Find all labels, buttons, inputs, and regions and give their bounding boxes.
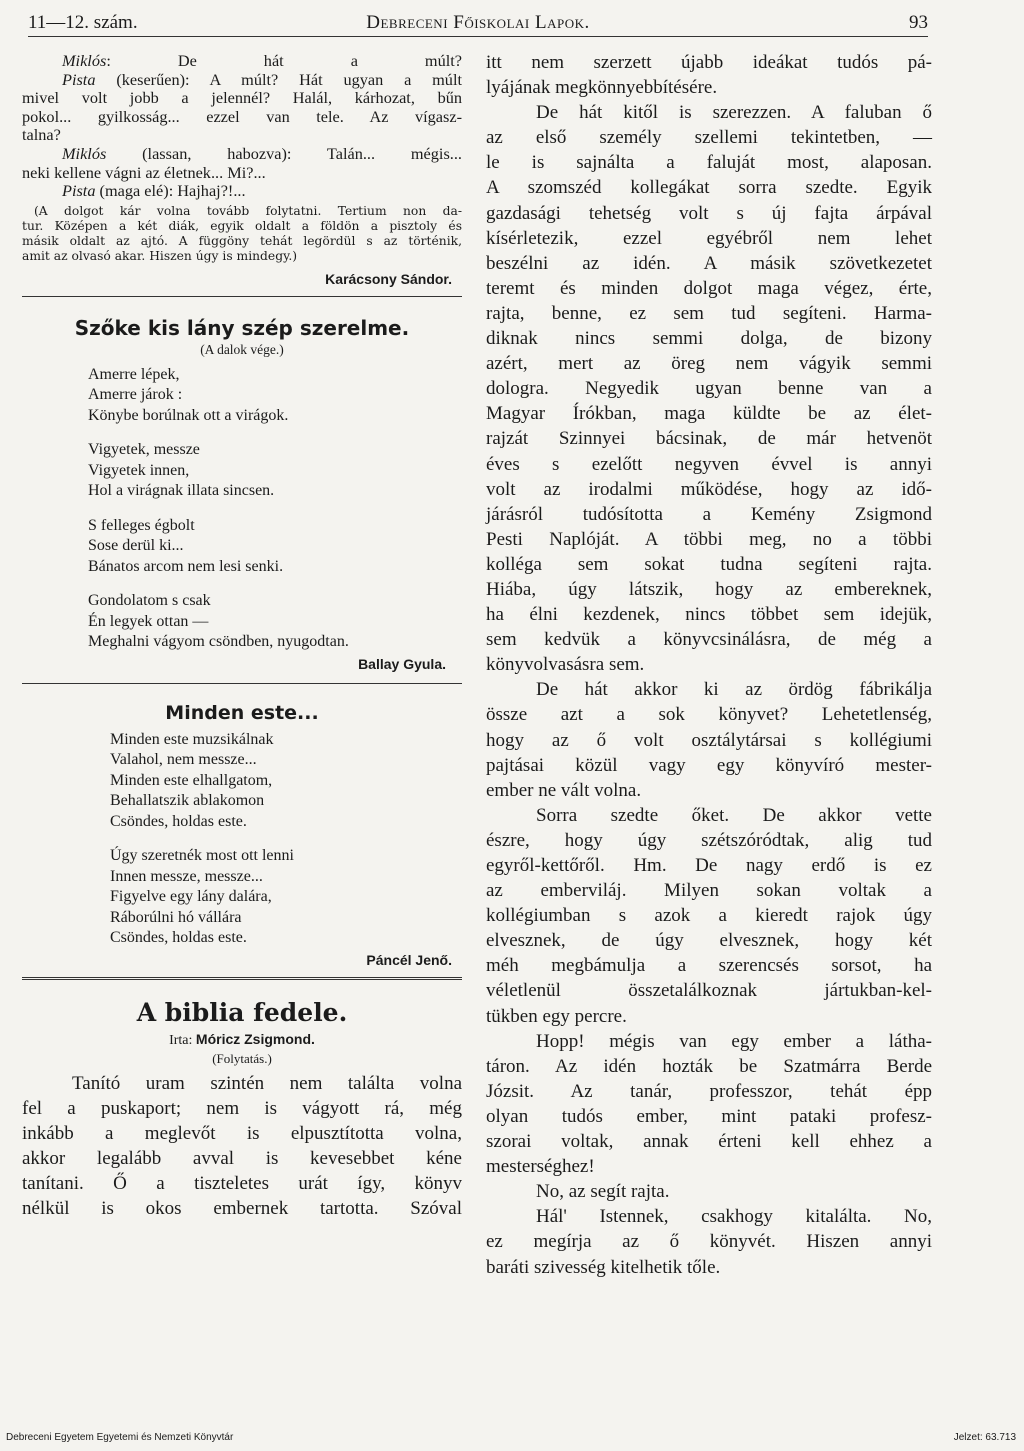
body-line: A szomszéd kollegákat sorra szedte. Egyik — [486, 177, 932, 199]
body-line: éves s ezelőtt negyven évvel is annyi — [486, 453, 932, 475]
body-line: diknak nincs semmi dolga, de bizony — [486, 328, 932, 350]
verse-line: Minden este muzsikálnak — [110, 730, 274, 748]
article-byline — [22, 1030, 462, 1050]
stanza — [88, 516, 462, 578]
dialogue-text: (keserűen): A múlt? Hát ugyan a múlt — [95, 69, 462, 89]
body-line: sem kedvük a könyvcsinálásra, de még a — [486, 629, 932, 651]
body-line: beszélni az idén. A másik szövetkezetet — [486, 252, 932, 274]
section-divider — [22, 296, 462, 297]
verse-line: Úgy szeretnék most ott lenni — [110, 847, 294, 865]
body-line: Magyar Írókban, maga küldte be az élet- — [486, 403, 932, 425]
verse-line: Minden este elhallgatom, — [110, 771, 273, 789]
body-line: szorai voltak, annak érteni kell ehhez a — [486, 1131, 932, 1153]
body-line: hogy az ő volt osztálytársai s kollégiumi — [486, 729, 932, 751]
body-line: De hát kitől is szerezzen. A faluban ő — [536, 102, 932, 124]
section-divider — [22, 683, 462, 684]
body-line: össze azt a sok könyvet? Lehetetlenség, — [486, 704, 932, 726]
body-line: véletlenül összetalálkoznak jártukban-kel- — [486, 980, 932, 1002]
dialogue-text: (lassan, habozva): Talán... mégis... — [106, 143, 462, 163]
article-line: fel a puskaport; nem is vágyott rá, még — [22, 1097, 462, 1119]
dialogue-line — [22, 71, 462, 90]
poem2-title: Minden este... — [165, 701, 319, 724]
page-header — [28, 8, 928, 37]
dialogue-line — [22, 52, 462, 71]
dialogue-text: (maga elé): Hajhaj?!... — [95, 181, 246, 201]
body-line: Sorra szedte őket. De akkor vette — [536, 804, 932, 826]
verse-line: Könybe borúlnak ott a virágok. — [88, 406, 289, 424]
article-line: inkább a meglevőt is elpusztította volna, — [22, 1122, 462, 1144]
body-line: az első személy szellemi tekintetben, — — [486, 127, 932, 149]
body-line: gazdasági tehetség volt s új fajta árpával — [486, 202, 932, 224]
shelfmark: Jelzet: 63.713 — [953, 1432, 1016, 1443]
signature-pancel: Páncél Jenő. — [366, 951, 452, 968]
body-line: Pesti Naplóját. A többi meg, no a többi — [486, 528, 932, 550]
stage-line: másik oldalt az ajtó. A függöny tehát legördül s az történik, — [22, 234, 462, 249]
verse-line: Vigyetek, messze — [88, 441, 200, 459]
body-line: olyan tudós ember, mint pataki profesz- — [486, 1105, 932, 1127]
body-line: azért, mert az öreg nem vágyik semmi — [486, 353, 932, 375]
author-name: Móricz Zsigmond. — [195, 1030, 315, 1047]
body-line: kolléga sem sokat tudna segíteni rajta. — [486, 553, 932, 575]
body-line: ember ne vált volna. — [486, 779, 642, 801]
verse-line: Hol a virágnak illata sincsen. — [88, 482, 275, 500]
byline-label: Irta: — [169, 1032, 193, 1048]
right-column — [486, 50, 932, 1280]
body-line: kollégiumban s azok a kieredt rajok úgy — [486, 905, 932, 927]
stanza — [110, 846, 462, 949]
body-line: egyről-kettőről. Hm. De nagy erdő is ez — [486, 855, 932, 876]
dialogue-block — [22, 52, 462, 201]
body-line: mesterséghez! — [486, 1156, 595, 1178]
body-line: Hiába, úgy látszik, hogy az embereknek, — [486, 578, 932, 600]
stanza — [110, 730, 462, 833]
verse-line: Innen messze, messze... — [110, 867, 263, 885]
article-line: akkor legalább avval is kevesebbet kéne — [22, 1147, 462, 1169]
body-line: pajtásai közül vagy egy könyvíró mester- — [486, 754, 932, 776]
left-column — [22, 52, 462, 1221]
verse-line: Amerre lépek, — [88, 365, 180, 383]
poem1-title: Szőke kis lány szép szerelme. — [74, 315, 410, 340]
page-number: 93 — [909, 12, 928, 33]
speaker-name: Miklós — [62, 51, 107, 70]
verse-line: Vigyetek innen, — [88, 461, 190, 479]
speaker-name: Pista — [62, 69, 96, 89]
verse-line: Sose derül ki... — [88, 537, 184, 555]
verse-line: Én legyek ottan — — [88, 612, 209, 630]
stanza — [88, 365, 462, 427]
poem1-subtitle: (A dalok vége.) — [200, 341, 284, 357]
article-body — [22, 1071, 462, 1222]
verse-line: Ráborúlni hó vállára — [110, 908, 242, 926]
verse-line: Amerre járok : — [88, 386, 183, 404]
body-line: tükben egy percre. — [486, 1005, 627, 1027]
body-line: rajta, benne, ez sem tud segíteni. Harma- — [486, 302, 932, 324]
dialogue-line: mivel volt jobb a jelennél? Halál, kárhozat, bűn — [22, 88, 462, 108]
verse-line: S felleges égbolt — [88, 516, 195, 534]
body-line: ez megírja az ő könyvét. Hiszen annyi — [486, 1231, 932, 1253]
article-title: A biblia fedele. — [136, 997, 348, 1027]
dialogue-line — [22, 145, 462, 164]
dialogue-line — [22, 182, 462, 201]
stage-line: tur. Középen a két diák, egyik oldalt a földön a pisztoly és — [22, 218, 462, 233]
section-divider — [22, 977, 462, 980]
verse-line: Meghalni vágyom csöndben, nyugodtan. — [88, 633, 349, 651]
verse-line: Valahol, nem messze... — [110, 751, 257, 769]
stage-line: (A dolgot kár volna tovább folytatni. Tertium non da- — [34, 203, 462, 218]
issue-number: 11—12. szám. — [28, 12, 138, 33]
body-line: le is sajnálta a faluját most, alaposan. — [486, 152, 932, 174]
verse-line: Gondolatom s csak — [88, 592, 211, 610]
body-line: észre, hogy úgy szétszóródtak, alig tud — [486, 829, 932, 851]
body-line: rajzát Szinnyei bácsinak, de már hetvenöt — [486, 428, 932, 450]
body-line: ha élni kezdenek, nincs többet sem idejük, — [486, 604, 932, 626]
body-line: Józsit. Az tanár, professzor, tehát épp — [486, 1080, 932, 1102]
poem1-body — [88, 365, 462, 653]
article-line: nélkül is okos embernek tartotta. Szóval — [22, 1198, 462, 1220]
body-line: kísérletezik, ezzel egyébről nem lehet — [486, 227, 932, 249]
page-footer — [0, 1428, 1024, 1448]
stanza — [88, 440, 462, 502]
stanza — [88, 591, 462, 653]
signature-karacsony: Karácsony Sándor. — [325, 270, 452, 287]
body-line: járásról tudósította a Kemény Zsigmond — [486, 503, 932, 525]
stage-direction — [22, 204, 462, 265]
speaker-name: Pista — [62, 181, 96, 201]
article-line: Tanító uram szintén nem találta volna — [72, 1072, 462, 1094]
verse-line: Behallatszik ablakomon — [110, 792, 265, 810]
library-name: Debreceni Egyetem Egyetemi és Nemzeti Könyvtár — [6, 1432, 234, 1443]
body-line: táron. Az idén hozták be Szatmárra Berde — [486, 1055, 932, 1077]
body-line: itt nem szerzett újabb ideákat tudós pá- — [486, 52, 932, 73]
body-line: teremt és minden dolgot maga végez, érte, — [486, 277, 932, 299]
body-line: No, az segít rajta. — [536, 1181, 670, 1203]
verse-line: Figyelve egy lány dalára, — [110, 888, 272, 906]
article-line: tanítani. Ő a tiszteletes urát így, könyv — [22, 1172, 462, 1194]
dialogue-text: : De hát a múlt? — [106, 51, 462, 70]
dialogue-line: neki kellene vágni az életnek... Mi?... — [22, 162, 266, 182]
dialogue-line: talna? — [22, 125, 61, 145]
body-line: az emberviláj. Milyen sokan voltak a — [486, 880, 932, 902]
body-line: baráti szivesség kitelhetik tőle. — [486, 1256, 721, 1278]
stage-line: amit az olvasó akar. Hiszen úgy is mindegy.) — [22, 249, 298, 264]
dialogue-line: pokol... gyilkosság... ezzel van tele. Az vígasz- — [22, 106, 462, 126]
body-line: De hát akkor ki az ördög fábrikálja — [536, 679, 932, 701]
body-line: lyájának megkönnyebbítésére. — [486, 77, 718, 99]
body-line: elvesznek, de úgy elvesznek, hogy két — [486, 930, 932, 952]
verse-line: Csöndes, holdas este. — [110, 929, 247, 947]
signature-ballay: Ballay Gyula. — [358, 655, 446, 672]
body-line: könyvolvasásra sem. — [486, 654, 645, 676]
body-line: dologra. Negyedik ugyan benne van a — [486, 378, 932, 400]
journal-title: Debreceni Főiskolai Lapok. — [366, 12, 590, 33]
verse-line: Csöndes, holdas este. — [110, 812, 247, 830]
poem2-body — [110, 730, 462, 949]
body-line: Hopp! mégis van egy ember a látha- — [536, 1030, 932, 1052]
body-line: méh megbámulja a szerencsés sorsot, ha — [486, 955, 932, 977]
continuation-note: (Folytatás.) — [212, 1050, 272, 1066]
body-line: volt az irodalmi működése, hogy az idő- — [486, 478, 932, 500]
body-line: Hál' Istennek, csakhogy kitalálta. No, — [536, 1206, 932, 1228]
verse-line: Bánatos arcom nem lesi senki. — [88, 557, 284, 575]
speaker-name: Miklós — [62, 143, 107, 163]
